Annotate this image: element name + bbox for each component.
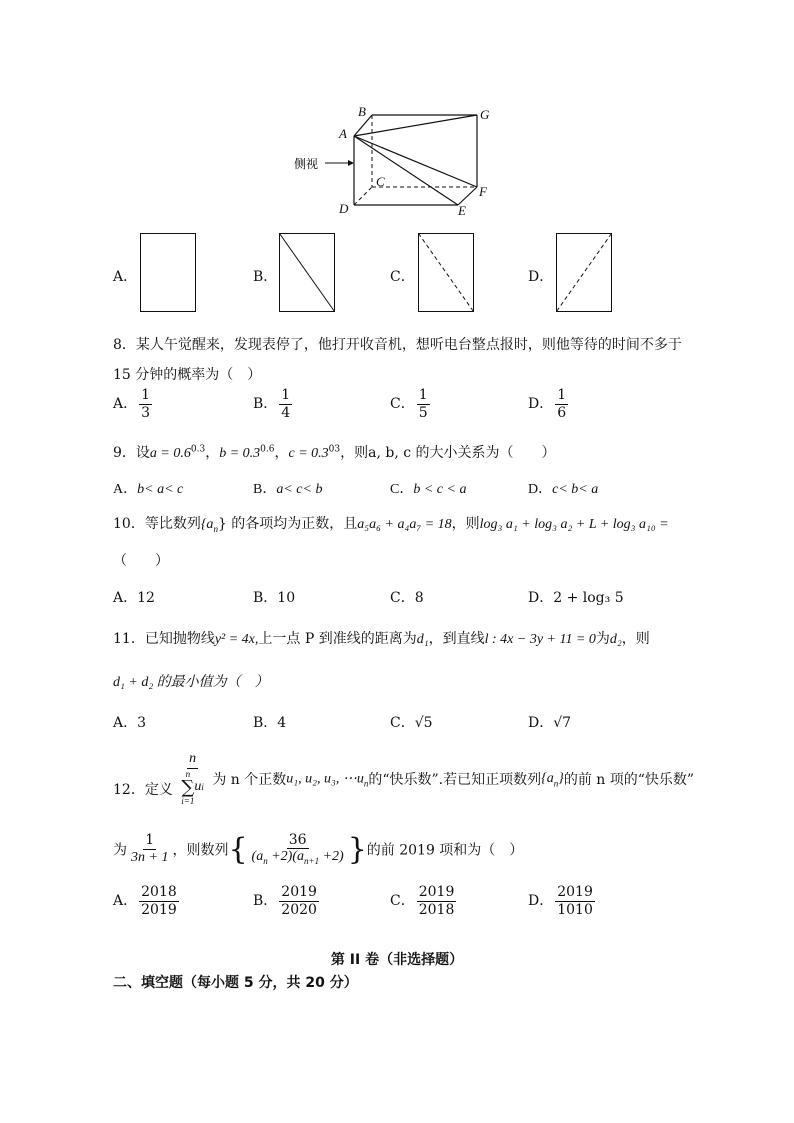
prism-figure [290, 100, 510, 220]
q7-option-a-figure [140, 233, 197, 313]
label-E: E [458, 203, 466, 218]
q11-stem-line2: d₁ + d₂ 的最小值为（ ） [113, 675, 269, 690]
q9-stem: 9．设$a = 0.6^{0.3}$，$b = 0.3^{0.6}$，$c = 0.3^{03}$，则a, b, c 的大小关系为（ ） [113, 444, 556, 461]
q10-stem: 10．等比数列$\{a_n\}$ 的各项均为正数，且a₅a₆ + a₄a₇ = 18，则log₃ a₁ + log₃ a₂ + L + log₃ a₁₀ = [113, 516, 669, 534]
q12-option-d: D． $\frac{2019}{1010}$ [528, 884, 593, 918]
q9-option-b: B．a< c< b [253, 482, 323, 497]
q8-stem-line1: 8．某人午觉醒来，发现表停了，他打开收音机，想听电台整点报时，则他等待的时间不多于 [113, 337, 682, 353]
side-view-label: 侧视 [294, 157, 319, 171]
happy-number-formula: n n ∑ i=1 u i [181, 751, 204, 806]
label-G: G [480, 107, 490, 122]
q11-option-a: A．3 [113, 715, 147, 731]
q12-option-b: B． $\frac{2019}{2020}$ [253, 884, 317, 918]
q12-option-c: C． $\frac{2019}{2018}$ [390, 884, 455, 918]
q9-option-a: A．b< a< c [113, 482, 184, 497]
q7-option-d-label: D． [528, 269, 554, 285]
q7-option-c-label: C． [390, 269, 415, 285]
q9-option-c: C．b < c < a [390, 482, 467, 497]
section-heading: 二、填空题（每小题 5 分，共 20 分） [113, 975, 358, 991]
q10-paren: （ ） [113, 553, 169, 569]
q11-option-c: C．√5 [390, 715, 433, 731]
label-A: A [339, 126, 347, 141]
q8-option-b: B． $\frac{1}{4}$ [253, 387, 291, 421]
q7-option-b-figure [279, 233, 336, 313]
q10-option-b: B．10 [253, 590, 296, 606]
q7-option-a-label: A． [113, 269, 138, 285]
q11-option-d: D．√7 [528, 715, 572, 731]
q8-option-d: D． $\frac{1}{6}$ [528, 387, 567, 421]
label-F: F [479, 184, 487, 199]
q9-option-d: D．c< b< a [528, 482, 599, 497]
q7-option-c-figure [418, 233, 475, 313]
label-B: B [358, 104, 366, 119]
q12-stem-line1: 12．定义 n n ∑ i=1 u i 为 n 个正数u₁, u₂, u₃, $\cdots u_n$的“快乐数”.若已知正项数列$\{a_n\}$的前 n 项的“快乐数” [113, 751, 695, 806]
q10-option-c: C．8 [390, 590, 424, 606]
q8-option-c: C． $\frac{1}{5}$ [390, 387, 428, 421]
q7-option-b-label: B． [253, 269, 278, 285]
q11-option-b: B．4 [253, 715, 287, 731]
q7-option-d-figure [556, 233, 613, 313]
q10-option-a: A．12 [113, 590, 155, 606]
label-D: D [339, 201, 349, 216]
label-C: C [376, 174, 385, 189]
q10-option-d: D．2 + log₃ 5 [528, 590, 624, 606]
q8-stem-line2: 15 分钟的概率为（ ） [113, 367, 262, 383]
q11-stem: 11．已知抛物线y² = 4x,上一点 P 到准线的距离为d₁，到直线l : 4x − 3y + 11 = 0为d₂，则 [113, 631, 650, 647]
part-title: 第 II 卷（非选择题） [330, 952, 464, 968]
q12-option-a: A． $\frac{2018}{2019}$ [113, 884, 177, 918]
q8-option-a: A． $\frac{1}{3}$ [113, 387, 151, 421]
q12-stem-line2: 为 $\frac{1}{3n + 1}$ ，则数列{ $\frac{36}{(a_n +2)(a_{n+1} +2)}$ }的前 2019 项和为（ ） [113, 831, 524, 867]
